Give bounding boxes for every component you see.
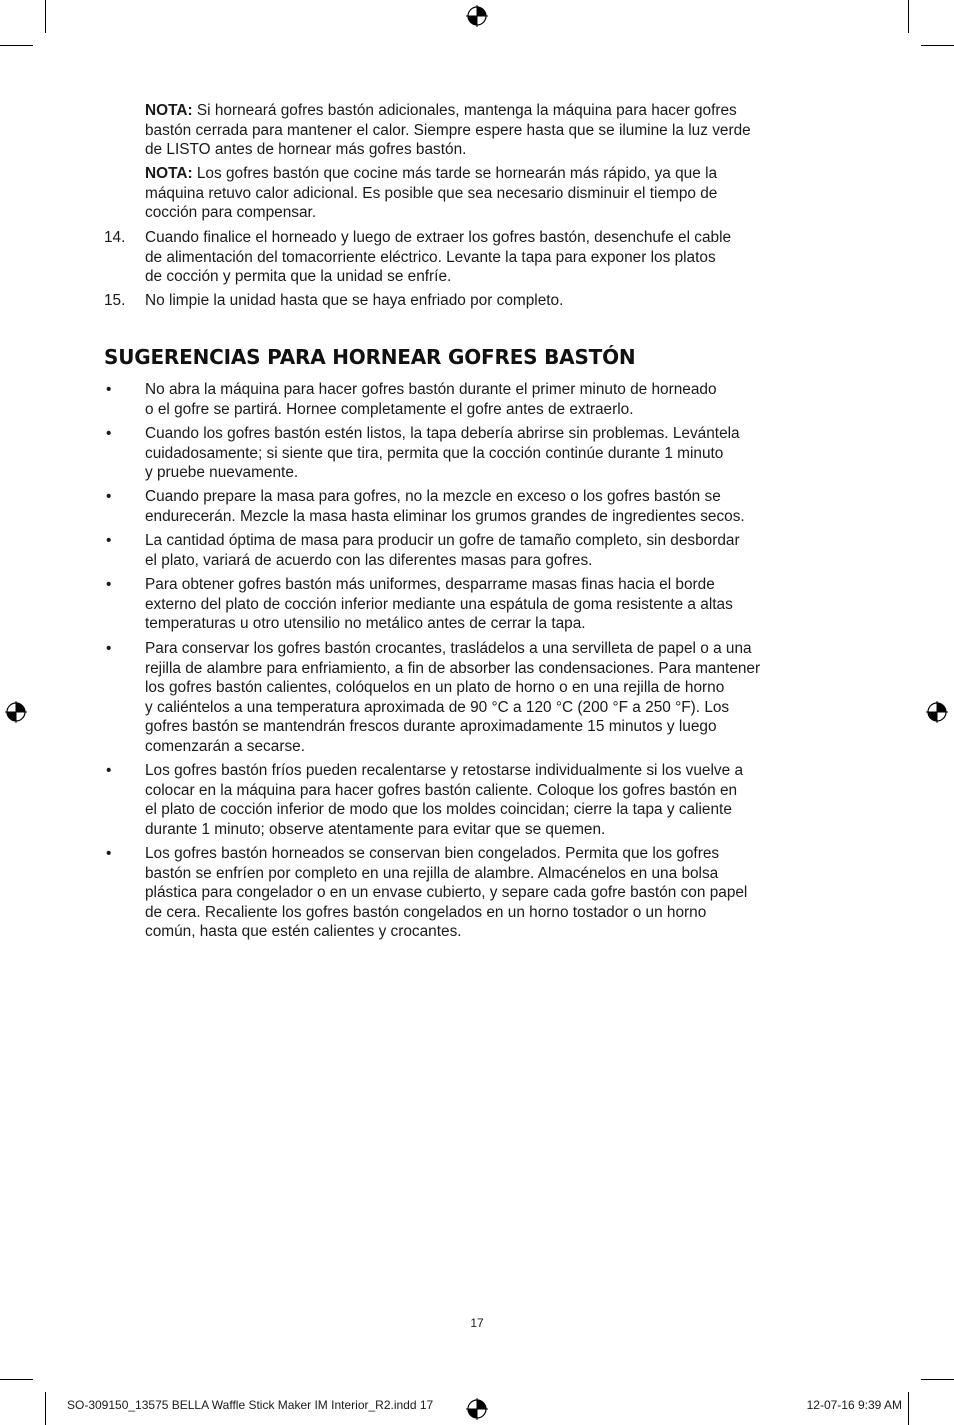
note-label: NOTA: xyxy=(145,165,193,182)
note-line: de LISTO antes de hornear más gofres bastón. xyxy=(145,141,467,159)
bullet-icon: • xyxy=(106,640,112,657)
note-label: NOTA: xyxy=(145,102,193,119)
crop-mark-bottom-right-vertical xyxy=(908,1392,909,1425)
note-line: NOTA: Si horneará gofres bastón adicionales, mantenga la máquina para hacer gofres xyxy=(145,102,737,119)
note-line: NOTA: Los gofres bastón que cocine más tarde se hornearán más rápido, ya que la xyxy=(145,165,718,182)
step-text: Cuando finalice el horneado y luego de extraer los gofres bastón, desenchufe el cable de alimentación del tomacorriente eléctrico. Levante la tapa para exponer los platos de cocción y permita que la unidad se enfríe. xyxy=(145,229,732,286)
bullet-icon: • xyxy=(106,762,112,779)
registration-mark-right xyxy=(926,701,948,723)
note-line: bastón cerrada para mantener el calor. Siempre espere hasta que se ilumine la luz verde xyxy=(145,121,751,139)
crop-mark-top-right-vertical xyxy=(908,0,909,33)
note-line: cocción para compensar. xyxy=(145,204,317,222)
crop-mark-bottom-left-vertical xyxy=(45,1392,46,1425)
note-line: máquina retuvo calor adicional. Es posible que sea necesario disminuir el tiempo de xyxy=(145,184,718,202)
note-2 xyxy=(145,164,855,223)
crop-mark-bottom-right-horizontal xyxy=(921,1379,954,1380)
crop-mark-top-left-horizontal xyxy=(0,45,33,46)
crop-mark-bottom-left-horizontal xyxy=(0,1379,33,1380)
crop-mark-top-left-vertical xyxy=(45,0,46,33)
slug-datetime: 12-07-16 9:39 AM xyxy=(806,1398,902,1412)
bullet-icon: • xyxy=(106,488,112,505)
section-heading: SUGERENCIAS PARA HORNEAR GOFRES BASTÓN xyxy=(104,345,636,369)
slug-file-info: SO-309150_13575 BELLA Waffle Stick Maker IM Interior_R2.indd 17 xyxy=(67,1398,434,1412)
step-number: 15. xyxy=(104,292,126,309)
note-1 xyxy=(145,101,855,160)
step-text: No limpie la unidad hasta que se haya enfriado por completo. xyxy=(145,292,564,309)
bullet-icon: • xyxy=(106,425,112,442)
crop-mark-top-right-horizontal xyxy=(921,45,954,46)
page-number: 17 xyxy=(470,1316,484,1330)
bullet-icon: • xyxy=(106,381,112,398)
bullet-icon: • xyxy=(106,576,112,593)
step-number: 14. xyxy=(104,229,126,246)
bullet-icon: • xyxy=(106,845,112,862)
registration-mark-top xyxy=(466,5,488,27)
bullet-icon: • xyxy=(106,532,112,549)
registration-mark-bottom xyxy=(466,1398,488,1420)
registration-mark-left xyxy=(5,701,27,723)
